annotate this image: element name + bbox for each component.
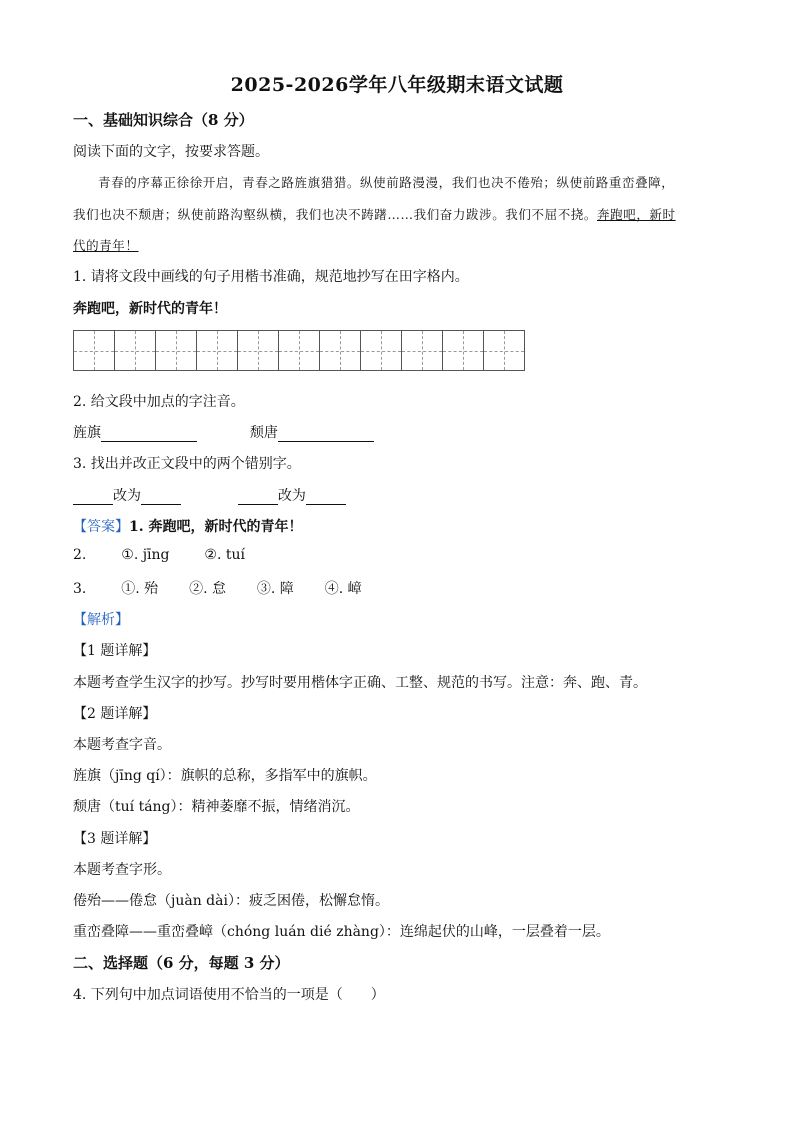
section-2-heading: 二、选择题（6 分，每题 3 分） bbox=[73, 954, 290, 972]
q3-blank-2[interactable] bbox=[141, 490, 181, 505]
analysis-text-3b: 倦殆——倦怠（juàn dài）：疲乏困倦，松懈怠惰。 bbox=[73, 893, 389, 909]
answer-label: 【答案】 bbox=[73, 519, 129, 535]
q3-change-2: 改为 bbox=[277, 488, 306, 504]
grid-cell[interactable] bbox=[443, 331, 484, 370]
analysis-text-2b: 旌旗（jīng qí）：旗帜的总称，多指军中的旗帜。 bbox=[73, 768, 377, 784]
q3-blank-1[interactable] bbox=[73, 490, 113, 505]
underlined-sentence-part1: 奔跑吧，新时 bbox=[597, 207, 676, 222]
analysis-label: 【解析】 bbox=[73, 612, 129, 628]
grid-cell[interactable] bbox=[279, 331, 320, 370]
analysis-text-3a: 本题考查字形。 bbox=[73, 862, 171, 878]
answer-2-1: ①. jīng bbox=[121, 547, 170, 563]
analysis-heading-2: 【2 题详解】 bbox=[73, 706, 157, 722]
analysis-heading-1: 【1 题详解】 bbox=[73, 643, 157, 659]
grid-cell[interactable] bbox=[238, 331, 279, 370]
analysis-text-2c: 颓唐（tuí táng）：精神萎靡不振，情绪消沉。 bbox=[73, 799, 360, 815]
grid-cell[interactable] bbox=[320, 331, 361, 370]
q3-answer-row bbox=[73, 485, 346, 505]
answer-3-4: ④. 嶂 bbox=[324, 581, 362, 597]
question-1: 1. 请将文段中画线的句子用楷书准确，规范地抄写在田字格内。 bbox=[73, 269, 469, 285]
answer-2-num: 2. bbox=[73, 547, 87, 563]
passage-line-2-text: 我们也决不颓唐；纵使前路沟壑纵横，我们也决不踌躇……我们奋力跋涉。我们不屈不挠。 bbox=[73, 207, 598, 222]
q2-blank-2[interactable] bbox=[278, 427, 374, 442]
passage-line-1: 青春的序幕正徐徐开启，青春之路旌旗猎猎。纵使前路漫漫，我们也决不倦殆；纵使前路重峦叠障， bbox=[98, 175, 675, 190]
grid-cell[interactable] bbox=[361, 331, 402, 370]
analysis-heading-3: 【3 题详解】 bbox=[73, 831, 157, 847]
grid-cell[interactable] bbox=[484, 331, 524, 370]
grid-cell[interactable] bbox=[402, 331, 443, 370]
answer-3-3: ③. 障 bbox=[256, 581, 294, 597]
q2-word-1: 旌旗 bbox=[73, 425, 101, 441]
answer-row-2 bbox=[73, 547, 245, 563]
tianzige-grid[interactable] bbox=[73, 330, 525, 371]
answer-3-1: ①. 殆 bbox=[121, 581, 159, 597]
q2-blank-1[interactable] bbox=[101, 427, 197, 442]
grid-cell[interactable] bbox=[156, 331, 197, 370]
analysis-text-2a: 本题考查字音。 bbox=[73, 737, 171, 753]
grid-cell[interactable] bbox=[115, 331, 156, 370]
answer-row-3 bbox=[73, 578, 362, 598]
answer-row-1 bbox=[73, 516, 303, 536]
q2-word-2: 颓唐 bbox=[249, 425, 278, 441]
reading-instruction: 阅读下面的文字，按要求答题。 bbox=[73, 144, 269, 160]
answer-1: 1. 奔跑吧，新时代的青年！ bbox=[129, 519, 303, 535]
answer-2-2: ②. tuí bbox=[204, 547, 245, 563]
q3-change-1: 改为 bbox=[113, 488, 141, 504]
analysis-text-1: 本题考查学生汉字的抄写。抄写时要用楷体字正确、工整、规范的书写。注意：奔、跑、青。 bbox=[73, 675, 647, 691]
answer-3-2: ②. 怠 bbox=[189, 581, 226, 597]
q3-blank-4[interactable] bbox=[306, 490, 346, 505]
grid-cell[interactable] bbox=[74, 331, 115, 370]
grid-cell[interactable] bbox=[197, 331, 238, 370]
analysis-text-3c: 重峦叠障——重峦叠嶂（chóng luán dié zhàng）：连绵起伏的山峰，一层叠着一层。 bbox=[73, 924, 610, 940]
question-4: 4. 下列句中加点词语使用不恰当的一项是（ ） bbox=[73, 987, 385, 1003]
q2-answer-row bbox=[73, 422, 374, 442]
copy-sentence: 奔跑吧，新时代的青年！ bbox=[73, 301, 227, 317]
page-title: 2025-2026学年八年级期末语文试题 bbox=[230, 74, 564, 96]
passage-line-2 bbox=[73, 205, 676, 223]
question-2: 2. 给文段中加点的字注音。 bbox=[73, 394, 245, 410]
underlined-sentence-part2: 代的青年！ bbox=[73, 238, 139, 253]
answer-3-num: 3. bbox=[73, 581, 87, 597]
section-1-heading: 一、基础知识综合（8 分） bbox=[73, 111, 254, 129]
q3-blank-3[interactable] bbox=[238, 490, 278, 505]
question-3: 3. 找出并改正文段中的两个错别字。 bbox=[73, 456, 301, 472]
